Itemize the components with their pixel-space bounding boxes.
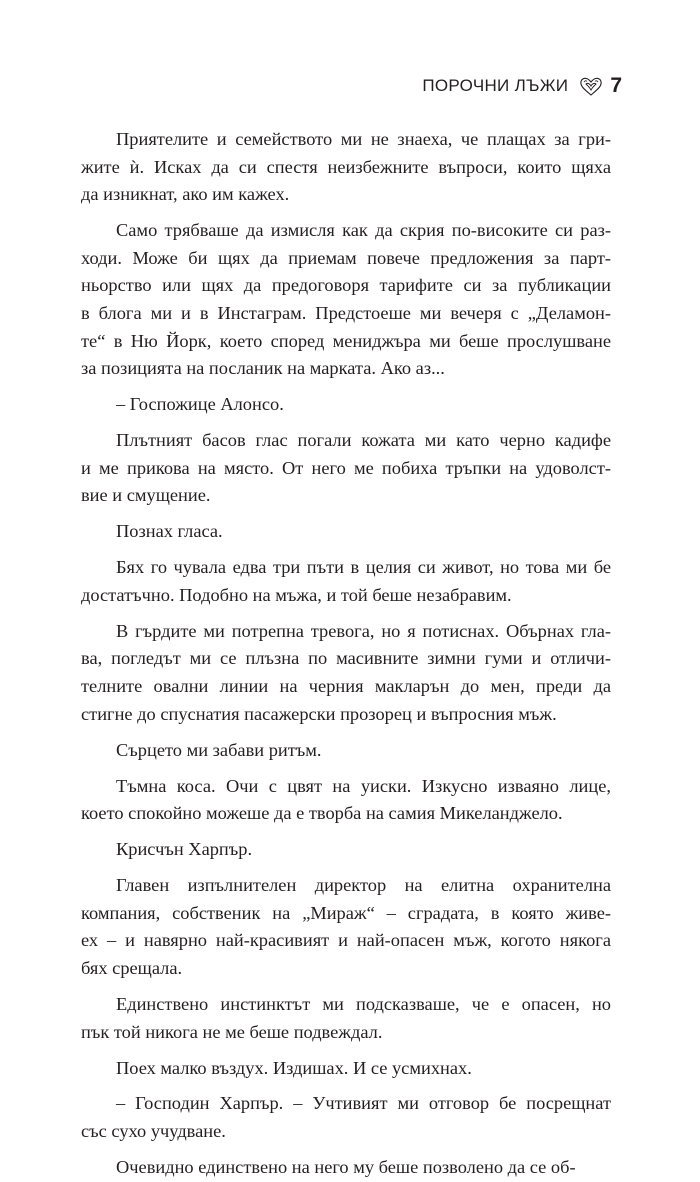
paragraph-gap [81,1082,611,1090]
paragraph-gap [81,864,611,872]
text-line: Поех малко въздух. Издишах. И се усмихнах. [116,1057,472,1078]
text-line: Сърцето ми забави ритъм. [116,739,322,760]
text-line: Очевидно единствено на него му беше позволено да се об- [116,1157,576,1178]
text-line: бях срещала. [81,957,183,978]
text-line: и ме прикова на място. От него ме побиха тръпки на удоволст- [81,457,611,478]
paragraph [81,773,611,828]
text-line: в блога ми и в Инстаграм. Предстоеше ми вечеря с „Деламон- [81,302,611,323]
text-line: вие и смущение. [81,485,211,506]
text-line: В гърдите ми потрепна тревога, но я потиснах. Обърнах гла- [116,620,611,641]
text-line: Тъмна коса. Очи с цвят на уиски. Изкусно изваяно лице, [116,775,611,796]
paragraph [81,991,611,1046]
paragraph [81,737,611,765]
text-line: Само трябваше да измисля как да скрия по-високите си раз- [116,220,611,241]
paragraph [81,391,611,419]
paragraph-gap [81,209,611,217]
paragraph-gap [81,510,611,518]
paragraph-gap [81,828,611,836]
paragraph-gap [81,983,611,991]
text-line: компания, собственик на „Мираж“ – сградата, в която живе- [81,902,611,923]
text-line: – Господин Харпър. – Учтивият ми отговор бе посрещнат [116,1093,611,1114]
paragraph [81,836,611,864]
paragraph [81,427,611,510]
text-line: със сухо учудване. [81,1121,226,1142]
text-line: Приятелите и семейството ми не знаеха, че плащах за гри- [116,129,611,149]
paragraph [81,1055,611,1083]
text-line: те“ в Ню Йорк, което според мениджъра ми беше прослушване [81,330,611,351]
paragraph-gap [81,546,611,554]
text-line: ходи. Може би щях да приемам повече предложения за парт- [81,247,611,268]
text-line: Главен изпълнителен директор на елитна охранителна [116,875,611,896]
heart-flourish-icon [578,75,604,97]
page-number: 7 [610,74,622,97]
running-header [422,74,622,98]
paragraph [81,554,611,609]
text-line: което спокойно можеше да е творба на самия Микеланджело. [81,803,563,824]
text-line: Крисчън Харпър. [116,839,253,860]
paragraph-gap [81,1046,611,1054]
text-line: ех – и навярно най-красивият и най-опасен мъж, когото някога [81,930,611,951]
paragraph-gap [81,419,611,427]
paragraph [81,126,611,209]
paragraph-gap [81,1146,611,1154]
paragraph [81,217,611,383]
paragraph-gap [81,609,611,617]
paragraph [81,872,611,982]
text-line: да изникнат, ако им кажех. [81,184,290,205]
text-line: Бях го чувала едва три пъти в целия си живот, но това ми бе [116,557,611,578]
text-line: пък той никога не ме беше подвеждал. [81,1021,383,1042]
text-line: достатъчно. Подобно на мъжа, и той беше незабравим. [81,584,512,605]
text-line: Плътният басов глас погали кожата ми като черно кадифе [116,430,611,451]
paragraph-gap [81,383,611,391]
text-line: телните овални линии на черния макларън до мен, преди да [81,676,611,697]
paragraph [81,1154,611,1182]
text-line: Единствено инстинктът ми подсказваше, че е опасен, но [116,993,611,1014]
paragraph-gap [81,764,611,772]
paragraph [81,518,611,546]
paragraph-gap [81,728,611,736]
text-line: ва, погледът ми се плъзна по масивните зимни гуми и отличи- [81,648,611,669]
body-text [81,126,611,1182]
text-line: стигне до спуснатия пасажерски прозорец и въпросния мъж. [81,703,557,724]
text-line: Познах гласа. [116,521,223,542]
text-line: за позицията на посланик на марката. Ако аз... [81,358,445,379]
paragraph [81,618,611,728]
text-line: – Госпожице Алонсо. [116,394,284,415]
paragraph [81,1090,611,1145]
text-line: жите ѝ. Исках да си спестя неизбежните въпроси, които щяха [81,156,611,177]
book-title: ПОРОЧНИ ЛЪЖИ [422,76,569,95]
text-line: ньорство или щях да предоговоря тарифите си за публикации [81,275,611,296]
